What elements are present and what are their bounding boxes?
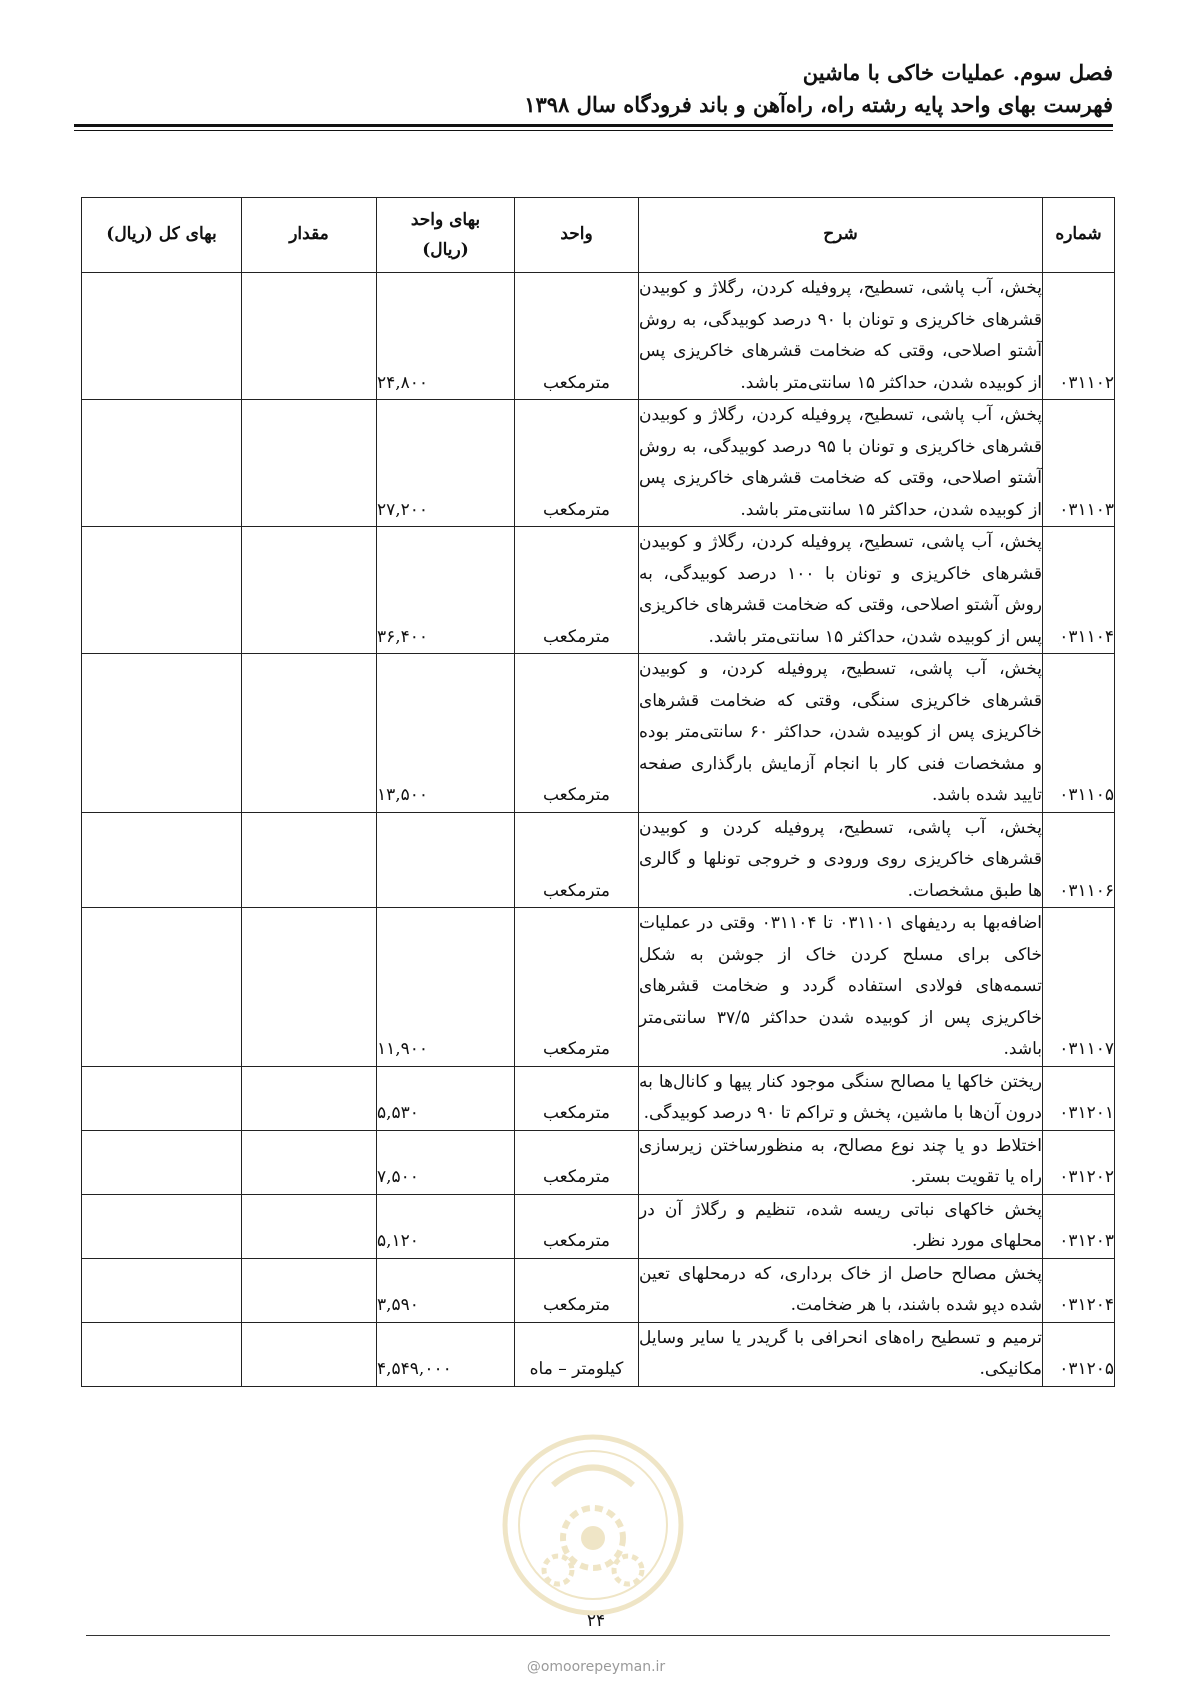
row-unit-price: ۷,۵۰۰ (377, 1130, 515, 1194)
row-unit-price: ۱۳,۵۰۰ (377, 654, 515, 813)
row-total-price (82, 1258, 242, 1322)
footer-rule (86, 1635, 1110, 1636)
row-unit-price: ۴,۵۴۹,۰۰۰ (377, 1322, 515, 1386)
row-unit: مترمکعب (515, 527, 639, 654)
row-code: ۰۳۱۱۰۲ (1043, 273, 1115, 400)
row-code: ۰۳۱۱۰۷ (1043, 908, 1115, 1067)
row-description: پخش، آب پاشی، تسطیح، پروفیله کردن و کوبیدن قشرهای خاکریزی روی ورودی و خروجی تونلها و گالری ها طبق مشخصات. (639, 812, 1043, 908)
row-unit-price: ۵,۵۳۰ (377, 1066, 515, 1130)
row-quantity (242, 1322, 377, 1386)
row-code: ۰۳۱۲۰۵ (1043, 1322, 1115, 1386)
row-unit-price: ۲۴,۸۰۰ (377, 273, 515, 400)
table-row (82, 527, 1115, 654)
row-description: پخش خاکهای نباتی ریسه شده، تنظیم و رگلاژ آن در محلهای مورد نظر. (639, 1194, 1043, 1258)
row-description: ریختن خاکها یا مصالح سنگی موجود کنار پیها و کانال‌ها به درون آن‌ها با ماشین، پخش و تراکم تا ۹۰ درصد کوبیدگی. (639, 1066, 1043, 1130)
row-quantity (242, 527, 377, 654)
row-total-price (82, 1130, 242, 1194)
row-unit-price: ۳,۵۹۰ (377, 1258, 515, 1322)
price-list-table (81, 197, 1115, 1387)
row-quantity (242, 1258, 377, 1322)
row-code: ۰۳۱۲۰۲ (1043, 1130, 1115, 1194)
table-row (82, 1066, 1115, 1130)
row-quantity (242, 812, 377, 908)
page-number: ۲۴ (586, 1611, 606, 1631)
row-unit-price: ۳۶,۴۰۰ (377, 527, 515, 654)
row-description: اختلاط دو یا چند نوع مصالح، به منظورساختن زیرسازی راه یا تقویت بستر. (639, 1130, 1043, 1194)
row-unit: مترمکعب (515, 1258, 639, 1322)
document-subtitle: فهرست بهای واحد پایه رشته راه، راه‌آهن و باند فرودگاه سال ۱۳۹۸ (524, 92, 1113, 117)
row-description: ترمیم و تسطیح راه‌های انحرافی با گریدر یا سایر وسایل مکانیکی. (639, 1322, 1043, 1386)
table-header-row (82, 198, 1115, 273)
row-description: پخش، آب پاشی، تسطیح، پروفیله کردن، رگلاژ و کوبیدن قشرهای خاکریزی و تونان با ۹۰ درصد کوبیدگی، به روش آشتو اصلاحی، وقتی که ضخامت قشرهای خاکریزی پس از کوبیده شدن، حداکثر ۱۵ سانتی‌متر باشد. (639, 273, 1043, 400)
row-total-price (82, 812, 242, 908)
row-code: ۰۳۱۱۰۶ (1043, 812, 1115, 908)
row-unit-price (377, 812, 515, 908)
row-description: پخش، آب پاشی، تسطیح، پروفیله کردن، رگلاژ و کوبیدن قشرهای خاکریزی و تونان با ۹۵ درصد کوبیدگی، به روش آشتو اصلاحی، وقتی که ضخامت قشرهای خاکریزی پس از کوبیده شدن، حداکثر ۱۵ سانتی‌متر باشد. (639, 400, 1043, 527)
row-quantity (242, 908, 377, 1067)
table-row (82, 273, 1115, 400)
watermark-url: @omoorepeyman.ir (526, 1659, 666, 1675)
watermark-seal-icon (498, 1430, 688, 1620)
row-unit-price: ۵,۱۲۰ (377, 1194, 515, 1258)
row-quantity (242, 1066, 377, 1130)
row-description: پخش مصالح حاصل از خاک برداری، که درمحلهای تعین شده دپو شده باشند، با هر ضخامت. (639, 1258, 1043, 1322)
row-total-price (82, 1194, 242, 1258)
row-quantity (242, 1194, 377, 1258)
table-row (82, 654, 1115, 813)
header-rule-thick (74, 124, 1113, 127)
row-quantity (242, 400, 377, 527)
row-description: پخش، آب پاشی، تسطیح، پروفیله کردن، رگلاژ و کوبیدن قشرهای خاکریزی و تونان با ۱۰۰ درصد کوبیدگی، به روش آشتو اصلاحی، وقتی که ضخامت قشرهای خاکریزی پس از کوبیده شدن، حداکثر ۱۵ سانتی‌متر باشد. (639, 527, 1043, 654)
row-unit-price: ۱۱,۹۰۰ (377, 908, 515, 1067)
row-unit: مترمکعب (515, 273, 639, 400)
page-header (78, 58, 1113, 120)
row-total-price (82, 654, 242, 813)
row-total-price (82, 400, 242, 527)
row-code: ۰۳۱۲۰۴ (1043, 1258, 1115, 1322)
row-total-price (82, 1322, 242, 1386)
row-code: ۰۳۱۲۰۱ (1043, 1066, 1115, 1130)
row-description: اضافه‌بها به ردیفهای ۰۳۱۱۰۱ تا ۰۳۱۱۰۴ وقتی در عملیات خاکی برای مسلح کردن خاک از جوشن به شکل تسمه‌های فولادی استفاده گردد و ضخامت قشرهای خاکریزی پس از کوبیده شدن حداکثر ۳۷/۵ سانتی‌متر باشد. (639, 908, 1043, 1067)
row-unit: مترمکعب (515, 1130, 639, 1194)
row-unit: مترمکعب (515, 400, 639, 527)
column-header-unit: واحد (515, 198, 639, 273)
row-total-price (82, 1066, 242, 1130)
row-quantity (242, 273, 377, 400)
row-unit: مترمکعب (515, 1066, 639, 1130)
table-row (82, 908, 1115, 1067)
row-total-price (82, 908, 242, 1067)
row-total-price (82, 527, 242, 654)
row-unit: کیلومتر – ماه (515, 1322, 639, 1386)
table-row (82, 1130, 1115, 1194)
row-description: پخش، آب پاشی، تسطیح، پروفیله کردن، و کوبیدن قشرهای خاکریزی سنگی، وقتی که ضخامت قشرهای خاکریزی پس از کوبیده شدن، حداکثر ۶۰ سانتی‌متر بوده و مشخصات فنی کار با انجام آزمایش بارگذاری صفحه تایید شده باشد. (639, 654, 1043, 813)
row-code: ۰۳۱۲۰۳ (1043, 1194, 1115, 1258)
row-quantity (242, 654, 377, 813)
row-code: ۰۳۱۱۰۳ (1043, 400, 1115, 527)
column-header-description: شرح (639, 198, 1043, 273)
row-unit: مترمکعب (515, 654, 639, 813)
row-code: ۰۳۱۱۰۵ (1043, 654, 1115, 813)
row-unit-price: ۲۷,۲۰۰ (377, 400, 515, 527)
row-code: ۰۳۱۱۰۴ (1043, 527, 1115, 654)
header-rule-thin (74, 130, 1113, 131)
table-row (82, 1194, 1115, 1258)
table-row (82, 1258, 1115, 1322)
column-header-quantity: مقدار (242, 198, 377, 273)
row-quantity (242, 1130, 377, 1194)
column-header-unit-price: بهای واحد (ریال) (377, 198, 515, 273)
row-unit: مترمکعب (515, 1194, 639, 1258)
column-header-total-price: بهای کل (ریال) (82, 198, 242, 273)
row-unit: مترمکعب (515, 812, 639, 908)
row-unit: مترمکعب (515, 908, 639, 1067)
column-header-code: شماره (1043, 198, 1115, 273)
table-row (82, 400, 1115, 527)
chapter-title: فصل سوم. عملیات خاکی با ماشین (802, 60, 1113, 85)
table-row (82, 1322, 1115, 1386)
table-row (82, 812, 1115, 908)
row-total-price (82, 273, 242, 400)
